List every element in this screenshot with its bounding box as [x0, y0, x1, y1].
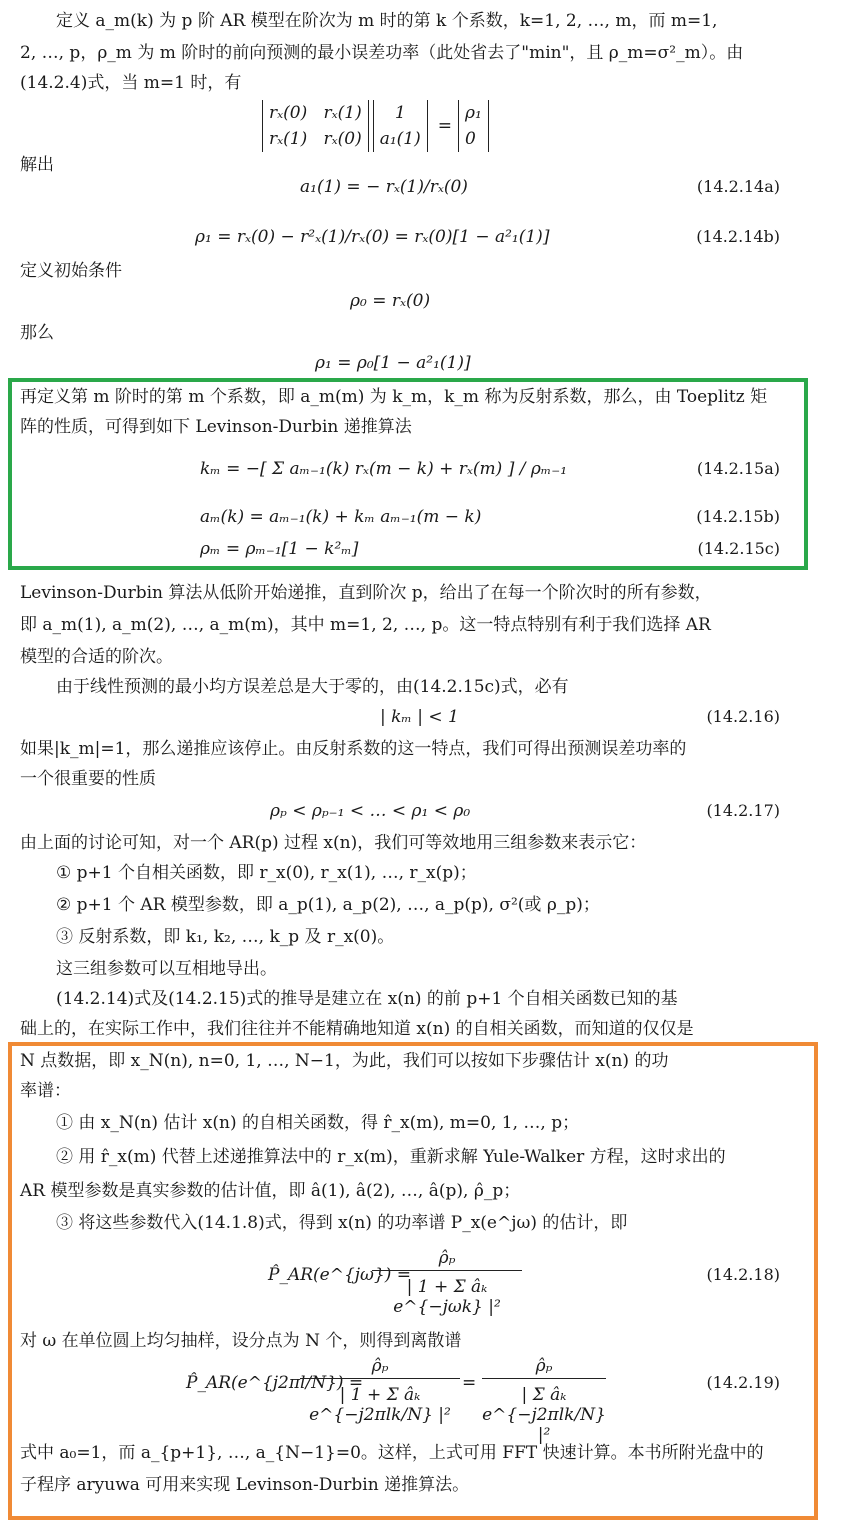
vector-cell: 0: [465, 129, 476, 149]
green-box-line2: 阵的性质，可得到如下 Levinson-Durbin 递推算法: [20, 417, 412, 437]
orange-box-line1: N 点数据，即 x_N(n), n=0, 1, …, N−1，为此，我们可以按如下步骤估计 x(n) 的功: [20, 1051, 669, 1071]
equation-14-2-16: | kₘ | < 1: [380, 707, 459, 727]
para4-line1: 如果|k_m|=1，那么递推应该停止。由反射系数的这一特点，我们可得出预测误差功率的: [20, 739, 687, 759]
para4-line2: 一个很重要的性质: [20, 769, 156, 789]
equation-14-2-15b: aₘ(k) = aₘ₋₁(k) + kₘ aₘ₋₁(m − k): [200, 507, 482, 527]
sampling-line: 对 ω 在单位圆上均匀抽样，设分点为 N 个，则得到离散谱: [20, 1331, 462, 1351]
equation-number-14a: (14.2.14a): [696, 177, 780, 196]
equation-number-19: (14.2.19): [706, 1373, 780, 1392]
vector-cell: 1: [394, 103, 406, 123]
then-label: 那么: [20, 323, 54, 343]
matrix-cell: rₓ(0): [269, 103, 308, 123]
solve-label: 解出: [20, 155, 54, 175]
matrix-cell: rₓ(1): [323, 103, 362, 123]
fraction-denominator: | 1 + Σ âₖ e^{−j2πlk/N} |²: [309, 1385, 451, 1425]
equation-initial-condition: ρ₀ = rₓ(0): [350, 291, 431, 311]
toeplitz-matrix: [262, 100, 369, 152]
green-box-line1: 再定义第 m 阶时的第 m 个系数，即 a_m(m) 为 k_m，k_m 称为反射系数，那么，由 Toeplitz 矩: [20, 387, 768, 407]
para6-line1: (14.2.14)式及(14.2.15)式的推导是建立在 x(n) 的前 p+1 个自相关函数已知的基: [56, 989, 678, 1009]
para1-line3: (14.2.4)式，当 m=1 时，有: [20, 73, 242, 93]
equals-sign: =: [462, 1373, 477, 1393]
para5: 由上面的讨论可知，对一个 AR(p) 过程 x(n)，我们可等效地用三组参数来表示它：: [20, 833, 647, 853]
init-label: 定义初始条件: [20, 261, 122, 281]
para3: 由于线性预测的最小均方误差总是大于零的，由(14.2.15c)式，必有: [56, 677, 569, 697]
step-3: ③ 将这些参数代入(14.1.8)式，得到 x(n) 的功率谱 P_x(e^jω) 的估计，即: [56, 1213, 628, 1233]
list-item-1: ① p+1 个自相关函数，即 r_x(0), r_x(1), …, r_x(p)；: [56, 863, 477, 883]
fraction-numerator: ρ̂ₚ: [300, 1356, 460, 1379]
fraction-denominator: | Σ âₖ e^{−j2πlk/N} |²: [482, 1385, 606, 1445]
equation-14-2-19-fraction-2: [482, 1356, 606, 1445]
step-2b: AR 模型参数是真实参数的估计值，即 â(1), â(2), …, â(p), ρ̂_p；: [20, 1181, 521, 1201]
orange-box-line2: 率谱：: [20, 1081, 71, 1101]
equation-14-2-14b: ρ₁ = rₓ(0) − r²ₓ(1)/rₓ(0) = rₓ(0)[1 − a²₁(1)]: [195, 227, 550, 247]
list-item-2: ② p+1 个 AR 模型参数，即 a_p(1), a_p(2), …, a_p(p), σ²(或 ρ_p)；: [56, 895, 600, 915]
equation-number-14b: (14.2.14b): [696, 227, 780, 246]
matrix-cell: rₓ(1): [269, 129, 308, 149]
equation-14-2-19-lhs: P̂_AR(e^{j2πl/N}) =: [186, 1373, 364, 1393]
vector-cell: a₁(1): [379, 129, 421, 149]
para1-line1: 定义 a_m(k) 为 p 阶 AR 模型在阶次为 m 时的第 k 个系数，k=1, 2, …, m，而 m=1,: [56, 11, 718, 31]
equation-number-15c: (14.2.15c): [697, 539, 780, 558]
equation-14-2-19-fraction-1: [300, 1356, 460, 1425]
para2-line1: Levinson-Durbin 算法从低阶开始递推，直到阶次 p，给出了在每一个阶次时的所有参数，: [20, 583, 712, 603]
equation-14-2-15c: ρₘ = ρₘ₋₁[1 − k²ₘ]: [200, 539, 359, 559]
equation-rho1: ρ₁ = ρ₀[1 − a²₁(1)]: [315, 353, 471, 373]
para1-line2: 2, …, p，ρ_m 为 m 阶时的前向预测的最小误差功率（此处省去了"min"，且 ρ_m=σ²_m）。由: [20, 43, 744, 63]
equation-14-2-14a: a₁(1) = − rₓ(1)/rₓ(0): [300, 177, 468, 197]
step-1: ① 由 x_N(n) 估计 x(n) 的自相关函数，得 r̂_x(m), m=0, 1, …, p；: [56, 1113, 580, 1133]
coef-vector: [373, 100, 428, 152]
equation-number-17: (14.2.17): [706, 801, 780, 820]
matrix-cell: rₓ(0): [323, 129, 362, 149]
para6-line2: 础上的，在实际工作中，我们往往并不能精确地知道 x(n) 的自相关函数，而知道的仅仅是: [20, 1019, 694, 1039]
equation-14-2-17: ρₚ < ρₚ₋₁ < … < ρ₁ < ρ₀: [270, 801, 471, 821]
rhs-vector: [458, 100, 489, 152]
orange-box-end2: 子程序 aryuwa 可用来实现 Levinson-Durbin 递推算法。: [20, 1475, 470, 1495]
para2-line2: 即 a_m(1), a_m(2), …, a_m(m)，其中 m=1, 2, …, p。这一特点特别有利于我们选择 AR: [20, 615, 711, 635]
fraction-numerator: ρ̂ₚ: [482, 1356, 606, 1379]
equation-number-15b: (14.2.15b): [696, 507, 780, 526]
matrix-equation: [262, 100, 493, 152]
orange-box-end1: 式中 a₀=1，而 a_{p+1}, …, a_{N−1}=0。这样，上式可用 FFT 快速计算。本书所附光盘中的: [20, 1443, 764, 1463]
vector-cell: ρ₁: [465, 103, 482, 123]
fraction-numerator: ρ̂ₚ: [372, 1248, 522, 1271]
equation-number-15a: (14.2.15a): [696, 459, 780, 478]
list-item-3: ③ 反射系数，即 k₁, k₂, …, k_p 及 r_x(0)。: [56, 927, 395, 947]
step-2a: ② 用 r̂_x(m) 代替上述递推算法中的 r_x(m)，重新求解 Yule-Walker 方程，这时求出的: [56, 1147, 726, 1167]
equation-number-18: (14.2.18): [706, 1265, 780, 1284]
equation-number-16: (14.2.16): [706, 707, 780, 726]
equation-14-2-18-lhs: P̂_AR(e^{jω}) =: [268, 1265, 411, 1285]
equation-14-2-18-fraction: [372, 1248, 522, 1317]
equals-sign: =: [437, 115, 452, 136]
fraction-denominator: | 1 + Σ âₖ e^{−jωk} |²: [393, 1277, 501, 1317]
equation-14-2-15a: kₘ = −[ Σ aₘ₋₁(k) rₓ(m − k) + rₓ(m) ] / ρₘ₋₁: [200, 459, 568, 479]
para2-line3: 模型的合适的阶次。: [20, 647, 173, 667]
list-conclusion: 这三组参数可以互相地导出。: [56, 959, 277, 979]
